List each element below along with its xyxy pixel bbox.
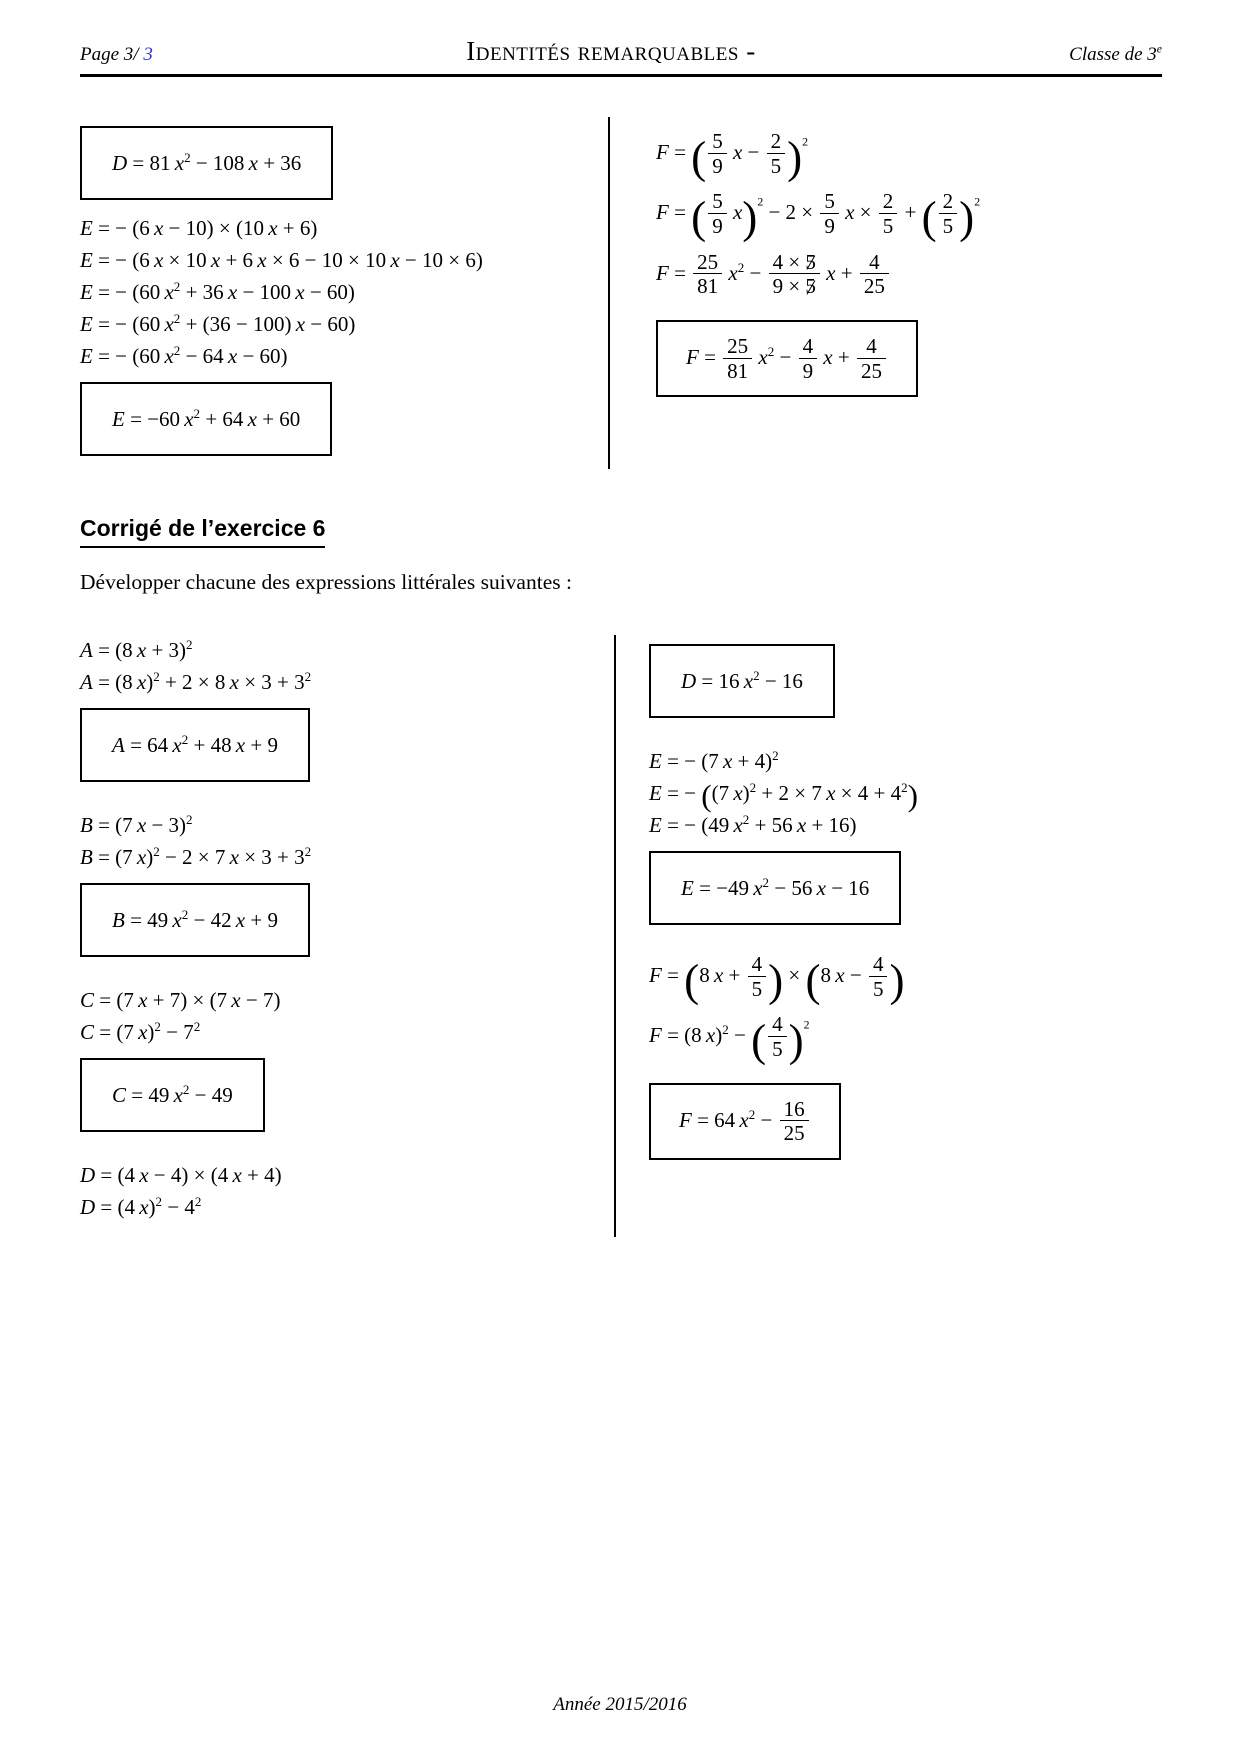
- instruction-text: Développer chacune des expressions littérales suivantes :: [80, 570, 572, 594]
- math-line: E = − (49 $x^2 + 56$ x + 16): [649, 812, 857, 837]
- math-line: E = − (7 x + 4)$^2$: [649, 748, 779, 773]
- expression-group-d-answer: [649, 635, 1162, 731]
- answer-box-b: [80, 883, 310, 957]
- exercise6-right-column: [616, 635, 1162, 1237]
- math-line: F = (8 x + $\frac{4}{5}$ ) × (8 x − $\frac{4}{5}$ ): [649, 952, 905, 1006]
- exercise6-section: [80, 635, 1162, 1237]
- math-line: F = ( $\frac{5}{9}$ x − $\frac{2}{5}$ )$^2$: [656, 129, 809, 183]
- answer-box-d2: [649, 644, 835, 718]
- math-line: A = 64 $x^2 + 48$ x + 9: [112, 732, 278, 757]
- top-right-column: [610, 117, 1162, 469]
- math-line: B = 49 $x^2 - 42$ x + 9: [112, 907, 278, 932]
- page-header: [80, 36, 1162, 67]
- math-line: D = (4 x − 4) × (4 x + 4): [80, 1163, 282, 1187]
- math-line: C = 49 $x^2 - 49$: [112, 1082, 233, 1107]
- page-label: Page 3/: [80, 44, 144, 65]
- math-line: C = (7 x + 7) × (7 x − 7): [80, 988, 281, 1012]
- classe-label: [1069, 44, 1162, 66]
- section-heading: Corrigé de l’exercice 6: [80, 515, 325, 548]
- header-rule: [80, 74, 1162, 77]
- math-line: B = (7 x − 3)$^2$: [80, 812, 193, 837]
- math-line: F = 64 $x^2$ − $\frac{16}{25}$: [679, 1108, 811, 1132]
- math-line: F = (8 x)$^2$ − ( $\frac{4}{5}$ )$^2$: [649, 1012, 810, 1066]
- math-line: A = (8 x)$^2$ + 2 × 8 $x \times 3 + 3^2$: [80, 669, 312, 694]
- footer-year: Année 2015/2016: [553, 1694, 687, 1715]
- math-line: D = 16 $x^2 - 16$: [681, 668, 803, 693]
- math-line: E = −60 $x^2 + 64$ x + 60: [112, 406, 301, 431]
- expression-group-a: [80, 635, 614, 795]
- math-line: C = (7 $x)^2 - 7^2$: [80, 1019, 201, 1044]
- exercise6-left-column: [80, 635, 614, 1237]
- page-number-link[interactable]: 3: [143, 44, 153, 65]
- classe-superscript: e: [1156, 42, 1162, 56]
- math-line: B = (7 x)$^2$ − 2 × 7 $x \times 3 + 3^2$: [80, 844, 312, 869]
- expression-group-f: [649, 953, 1162, 1173]
- math-line: E = − (6 x − 10) × (10 x + 6): [80, 216, 318, 240]
- top-section: [80, 117, 1162, 469]
- math-line: F = ( $\frac{5}{9}$ x)$^2$ − 2 × $\frac{5}{9}$ x × $\frac{2}{5}$ + ( $\frac{2}{5}$ )$^2$: [656, 189, 981, 243]
- document-title: Identités remarquables -: [466, 36, 756, 66]
- section-heading-wrap: [80, 515, 1160, 548]
- math-line: E = − ((7 x)$^2$ + 2 × 7 $x \times 4 + 4^2$): [649, 778, 918, 814]
- top-left-column: [80, 117, 608, 469]
- math-line: A = (8 x + 3)$^2$: [80, 637, 193, 662]
- math-line: E = −49 $x^2 - 56$ x − 16: [681, 875, 870, 900]
- answer-box-e: [80, 382, 332, 456]
- math-line: D = (4 $x)^2 - 4^2$: [80, 1194, 202, 1219]
- expression-group-b: [80, 810, 614, 970]
- math-line: F = $\frac{25}{81}$ $x^2$ − $\frac{4}{9}$ x + $\frac{4}{25}$: [686, 345, 888, 369]
- math-line: F = $\frac{25}{81}$ $x^2$ − $\frac{4 \times 5}{9 \times 5}$ x + $\frac{4}{25}$: [656, 251, 1162, 298]
- math-line: E = − (60 $x^2 + 36$ x − 100 x − 60): [80, 279, 355, 304]
- math-line: E = − (6 x × 10 x + 6 x × 6 − 10 × 10 x − 10 × 6): [80, 248, 483, 272]
- answer-box-f: [656, 320, 918, 397]
- expression-group-d: [80, 1160, 614, 1222]
- classe-text: Classe de 3: [1069, 44, 1157, 65]
- math-line: E = − (60 $x^2 + (36 - 100) x - 60$): [80, 311, 356, 336]
- answer-box-d: [80, 126, 333, 200]
- expression-group-c: [80, 985, 614, 1145]
- answer-box-f2: [649, 1083, 841, 1160]
- math-line: E = − (60 $x^2 - 64$ x − 60): [80, 343, 288, 368]
- answer-box-c: [80, 1058, 265, 1132]
- math-line: D = 81 $x^2 - 108$ x + 36: [112, 150, 302, 175]
- page-indicator: [80, 44, 153, 66]
- expression-group-e: [649, 746, 1162, 938]
- answer-box-a: [80, 708, 310, 782]
- answer-box-e2: [649, 851, 901, 925]
